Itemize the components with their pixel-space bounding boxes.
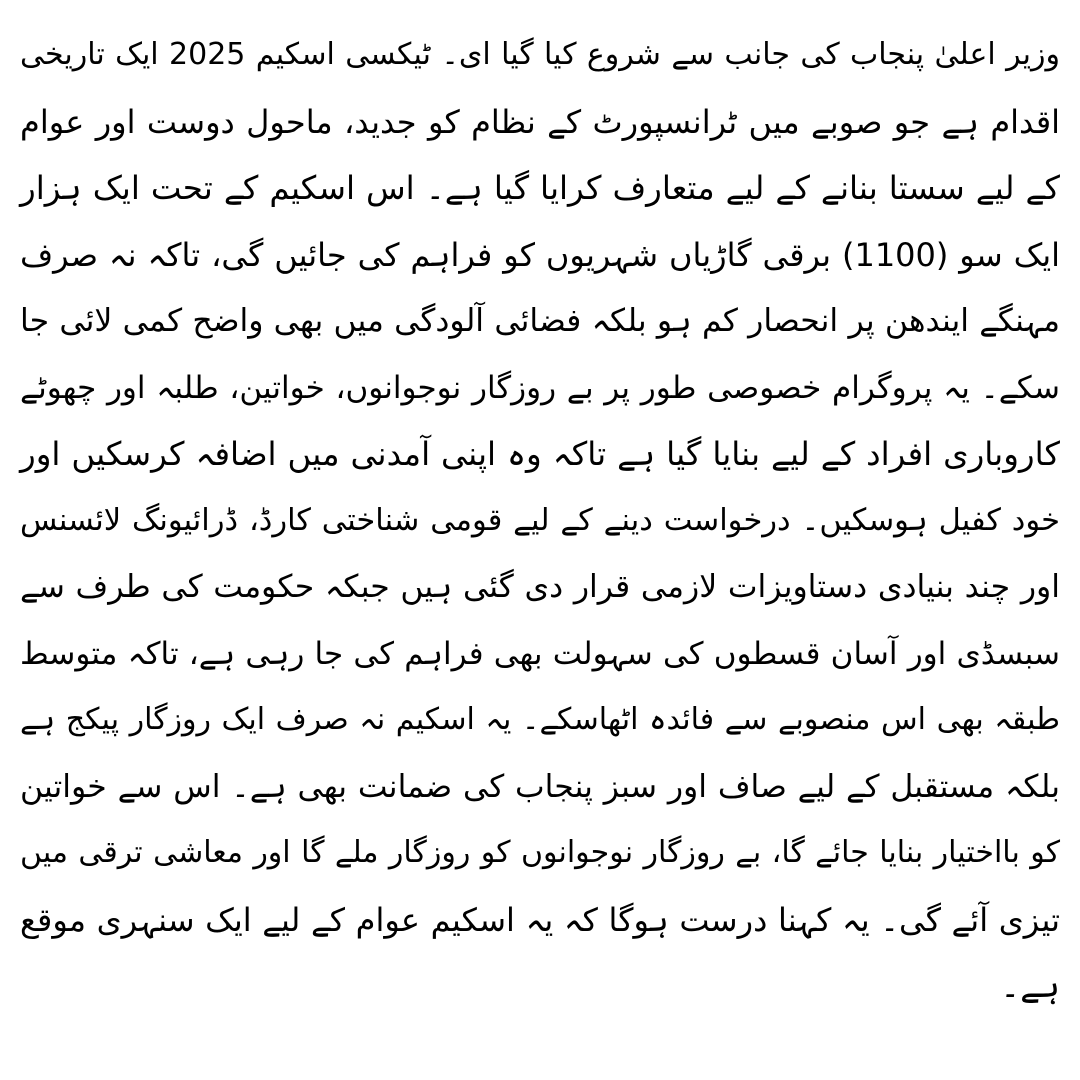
text-line: کاروباری افراد کے لیے بنایا گیا ہے تاکہ وہ اپنی آمدنی میں اضافہ کرسکیں اور <box>20 435 1060 473</box>
text-line: خود کفیل ہوسکیں۔ درخواست دینے کے لیے قومی شناختی کارڈ، ڈرائیونگ لائسنس <box>20 502 1060 538</box>
text-line: تیزی آئے گی۔ یہ کہنا درست ہوگا کہ یہ اسکیم عوام کے لیے ایک سنہری موقع <box>20 900 1060 939</box>
text-line: بلکہ مستقبل کے لیے صاف اور سبز پنجاب کی ضمانت بھی ہے۔ اس سے خواتین <box>20 768 1060 805</box>
text-line: اور چند بنیادی دستاویزات لازمی قرار دی گئی ہیں جبکہ حکومت کی طرف سے <box>20 569 1060 605</box>
urdu-paragraph <box>20 22 1060 1020</box>
text-line: کے لیے سستا بنانے کے لیے متعارف کرایا گیا ہے۔ اس اسکیم کے تحت ایک ہزار <box>20 169 1060 207</box>
text-line: طبقہ بھی اس منصوبے سے فائدہ اٹھاسکے۔ یہ اسکیم نہ صرف ایک روزگار پیکج ہے <box>20 702 1060 737</box>
text-line: سکے۔ یہ پروگرام خصوصی طور پر بے روزگار نوجوانوں، خواتین، طلبہ اور چھوٹے <box>20 369 1060 406</box>
text-line-last: ہے۔ <box>1000 966 1060 1006</box>
text-line: مہنگے ایندھن پر انحصار کم ہو بلکہ فضائی آلودگی میں بھی واضح کمی لائی جا <box>20 303 1060 339</box>
text-line: ایک سو (1100) برقی گاڑیاں شہریوں کو فراہم کی جائیں گی، تاکہ نہ صرف <box>20 235 1060 274</box>
text-line: اقدام ہے جو صوبے میں ٹرانسپورٹ کے نظام کو جدید، ماحول دوست اور عوام <box>20 102 1060 141</box>
text-line: سبسڈی اور آسان قسطوں کی سہولت بھی فراہم کی جا رہی ہے، تاکہ متوسط <box>20 635 1060 672</box>
text-line: وزیر اعلیٰ پنجاب کی جانب سے شروع کیا گیا ای۔ ٹیکسی اسکیم 2025 ایک تاریخی <box>20 37 1060 72</box>
text-line: کو بااختیار بنایا جائے گا، بے روزگار نوجوانوں کو روزگار ملے گا اور معاشی ترقی میں <box>20 835 1060 870</box>
